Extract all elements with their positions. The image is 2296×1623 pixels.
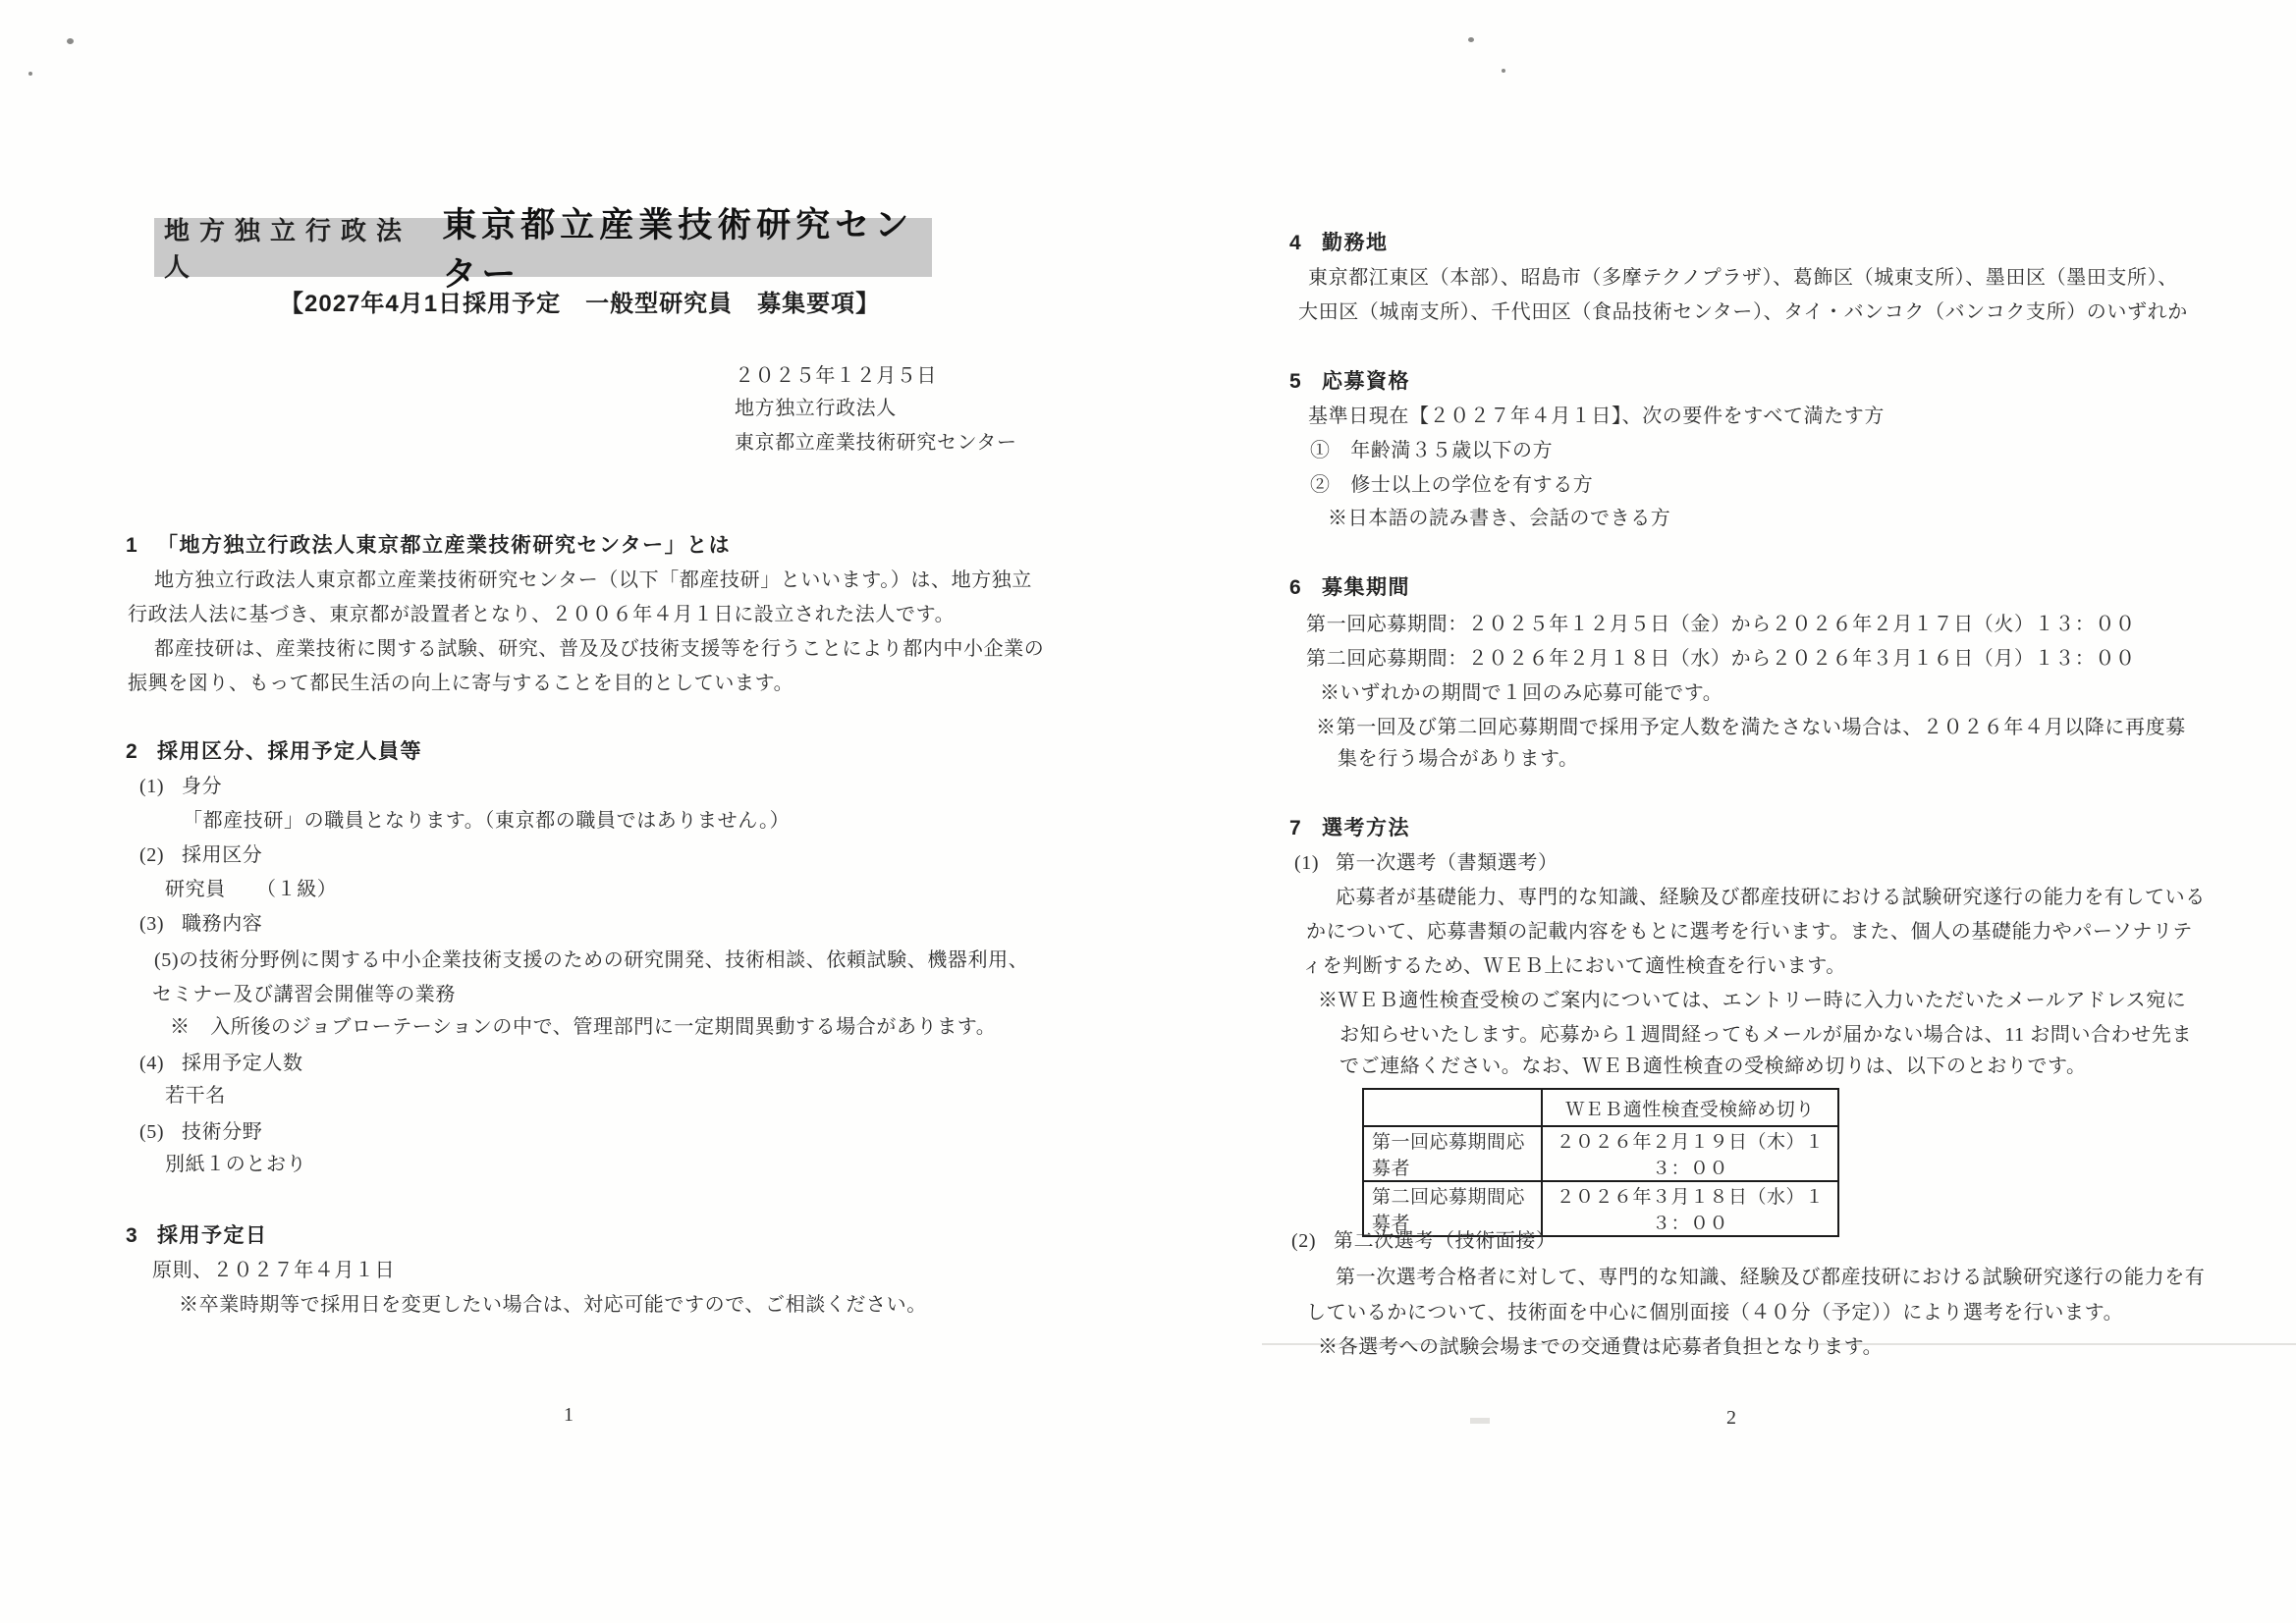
sub2-line: しているかについて、技術面を中心に個別面接（４０分（予定））により選考を行います。 — [1306, 1302, 2124, 1324]
item-body: (5)の技術分野例に関する中小企業技術支援のための研究開発、技術相談、依頼試験、機器利用、 — [154, 949, 1029, 971]
item-label: 職務内容 — [182, 913, 263, 935]
section5-requirement: ② 修士以上の学位を有する方 — [1310, 474, 1594, 496]
item-body: 「都産技研」の職員となります。（東京都の職員ではありません。） — [183, 810, 791, 832]
section6-note: ※いずれかの期間で１回のみ応募可能です。 — [1320, 682, 1723, 704]
scan-smudge — [1470, 1418, 1490, 1424]
sub1-note-line: お知らせいたします。応募から１週間経ってもメールが届かない場合は、11 お問い合わせ先ま — [1339, 1024, 2193, 1046]
section6-note: 集を行う場合があります。 — [1338, 748, 1579, 770]
scan-speck — [67, 38, 74, 44]
item-body: 別紙１のとおり — [165, 1154, 307, 1175]
scan-speck — [28, 72, 32, 76]
section5-number: 5 — [1289, 370, 1303, 393]
section3-note: ※卒業時期等で採用日を変更したい場合は、対応可能ですので、ご相談ください。 — [179, 1294, 927, 1316]
table-cell-deadline: ２０２６年３月１８日（水）１３：００ — [1542, 1181, 1838, 1236]
section2-number: 2 — [126, 740, 139, 763]
item-label: 採用区分 — [182, 844, 263, 866]
section4-title: 勤務地 — [1322, 232, 1389, 254]
section7-number: 7 — [1289, 817, 1303, 839]
item-marker: (4) — [139, 1053, 165, 1074]
issuer-line: 地方独立行政法人 — [735, 398, 897, 419]
section5-note: ※日本語の読み書き、会話のできる方 — [1328, 508, 1671, 529]
sub1-note-line: ※ＷＥＢ適性検査受検のご案内については、エントリー時に入力いただいたメールアドレス宛に — [1318, 990, 2187, 1011]
page-number: 2 — [1726, 1407, 1736, 1429]
table-cell-applicant-group: 第二回応募期間応募者 — [1363, 1181, 1542, 1236]
section1-line: 地方独立行政法人東京都立産業技術研究センター（以下「都産技研」といいます。）は、地方独立 — [154, 569, 1032, 591]
item-marker: (3) — [139, 913, 165, 935]
item-body: 若干名 — [165, 1085, 226, 1107]
section1-title: 「地方独立行政法人東京都立産業技術研究センター」とは — [157, 534, 732, 557]
table-cell-applicant-group: 第一回応募期間応募者 — [1363, 1126, 1542, 1181]
section7-title: 選考方法 — [1322, 817, 1410, 839]
item-label: 身分 — [182, 776, 223, 797]
item-label: 採用予定人数 — [182, 1053, 303, 1074]
section3-line: 原則、２０２７年４月１日 — [152, 1260, 396, 1281]
section4-line: 大田区（城南支所）、千代田区（食品技術センター）、タイ・バンコク（バンコク支所）のいずれか — [1298, 301, 2188, 323]
scan-speck — [1502, 69, 1505, 73]
section1-line: 都産技研は、産業技術に関する試験、研究、普及及び技術支援等を行うことにより都内中小企業の — [154, 638, 1045, 660]
section6-note: ※第一回及び第二回応募期間で採用予定人数を満たさない場合は、２０２６年４月以降に再度募 — [1316, 717, 2186, 738]
sub1-line: かについて、応募書類の記載内容をもとに選考を行います。また、個人の基礎能力やパーソナリテ — [1306, 921, 2193, 943]
scan-speck — [1468, 37, 1474, 42]
sub-marker: (1) — [1294, 852, 1320, 874]
sub1-line: ィを判断するため、ＷＥＢ上において適性検査を行います。 — [1302, 955, 1846, 977]
section5-requirement: ① 年齢満３５歳以下の方 — [1310, 440, 1554, 461]
sub1-note-line: でご連絡ください。なお、ＷＥＢ適性検査の受検締め切りは、以下のとおりです。 — [1339, 1055, 2087, 1077]
item-body: セミナー及び講習会開催等の業務 — [152, 984, 456, 1005]
section1-line: 行政法人法に基づき、東京都が設置者となり、２００６年４月１日に設立された法人です。 — [128, 604, 956, 625]
section5-title: 応募資格 — [1322, 370, 1410, 393]
item-marker: (5) — [139, 1121, 165, 1143]
section3-title: 採用予定日 — [157, 1224, 268, 1247]
item-marker: (1) — [139, 776, 165, 797]
section5-intro: 基準日現在【２０２７年４月１日】、次の要件をすべて満たす方 — [1308, 406, 1885, 427]
item-body: 研究員 （１級） — [165, 879, 338, 900]
section1-line: 振興を図り、もって都民生活の向上に寄与することを目的としています。 — [128, 673, 794, 694]
section4-number: 4 — [1289, 232, 1303, 254]
sub2-line: 第一次選考合格者に対して、専門的な知識、経験及び都産技研における試験研究遂行の能力を有 — [1336, 1267, 2206, 1288]
section6-number: 6 — [1289, 576, 1303, 599]
document-subtitle: 【2027年4月1日採用予定 一般型研究員 募集要項】 — [280, 291, 881, 317]
org-name: 東京都立産業技術研究センター — [442, 206, 914, 294]
org-type-label: 地方独立行政法人 — [164, 217, 412, 282]
issuer-line: 東京都立産業技術研究センター — [735, 432, 1017, 454]
section1-number: 1 — [126, 534, 139, 557]
table-cell-deadline: ２０２６年２月１９日（木）１３：００ — [1542, 1126, 1838, 1181]
table-header-empty — [1363, 1089, 1542, 1126]
document-title-bar — [154, 206, 932, 294]
table-header-deadline: ＷＥＢ適性検査受検締め切り — [1542, 1089, 1838, 1126]
sub-title: 第二次選考（技術面接） — [1334, 1230, 1557, 1252]
sub2-note: ※各選考への試験会場までの交通費は応募者負担となります。 — [1318, 1336, 1884, 1358]
item-label: 技術分野 — [182, 1121, 263, 1143]
section6-title: 募集期間 — [1322, 576, 1410, 599]
section2-title: 採用区分、採用予定人員等 — [157, 740, 422, 763]
issue-date: ２０２５年１２月５日 — [735, 365, 937, 387]
sub-title: 第一次選考（書類選考） — [1336, 852, 1558, 874]
section4-line: 東京都江東区（本部）、昭島市（多摩テクノプラザ）、葛飾区（城東支所）、墨田区（墨田支所）、 — [1308, 267, 2178, 289]
section3-number: 3 — [126, 1224, 139, 1247]
item-marker: (2) — [139, 844, 165, 866]
section6-period: 第二回応募期間：２０２６年２月１８日（水）から２０２６年３月１６日（月）１３：００ — [1306, 648, 2136, 670]
section6-period: 第一回応募期間：２０２５年１２月５日（金）から２０２６年２月１７日（火）１３：００ — [1306, 614, 2136, 635]
page-number: 1 — [564, 1404, 574, 1426]
sub1-line: 応募者が基礎能力、専門的な知識、経験及び都産技研における試験研究遂行の能力を有している — [1336, 887, 2206, 908]
item-note: ※ 入所後のジョブローテーションの中で、管理部門に一定期間異動する場合があります。 — [170, 1016, 997, 1038]
web-aptitude-test-deadline-table — [1362, 1088, 1839, 1237]
sub-marker: (2) — [1291, 1230, 1317, 1252]
table-row — [1363, 1126, 1838, 1181]
